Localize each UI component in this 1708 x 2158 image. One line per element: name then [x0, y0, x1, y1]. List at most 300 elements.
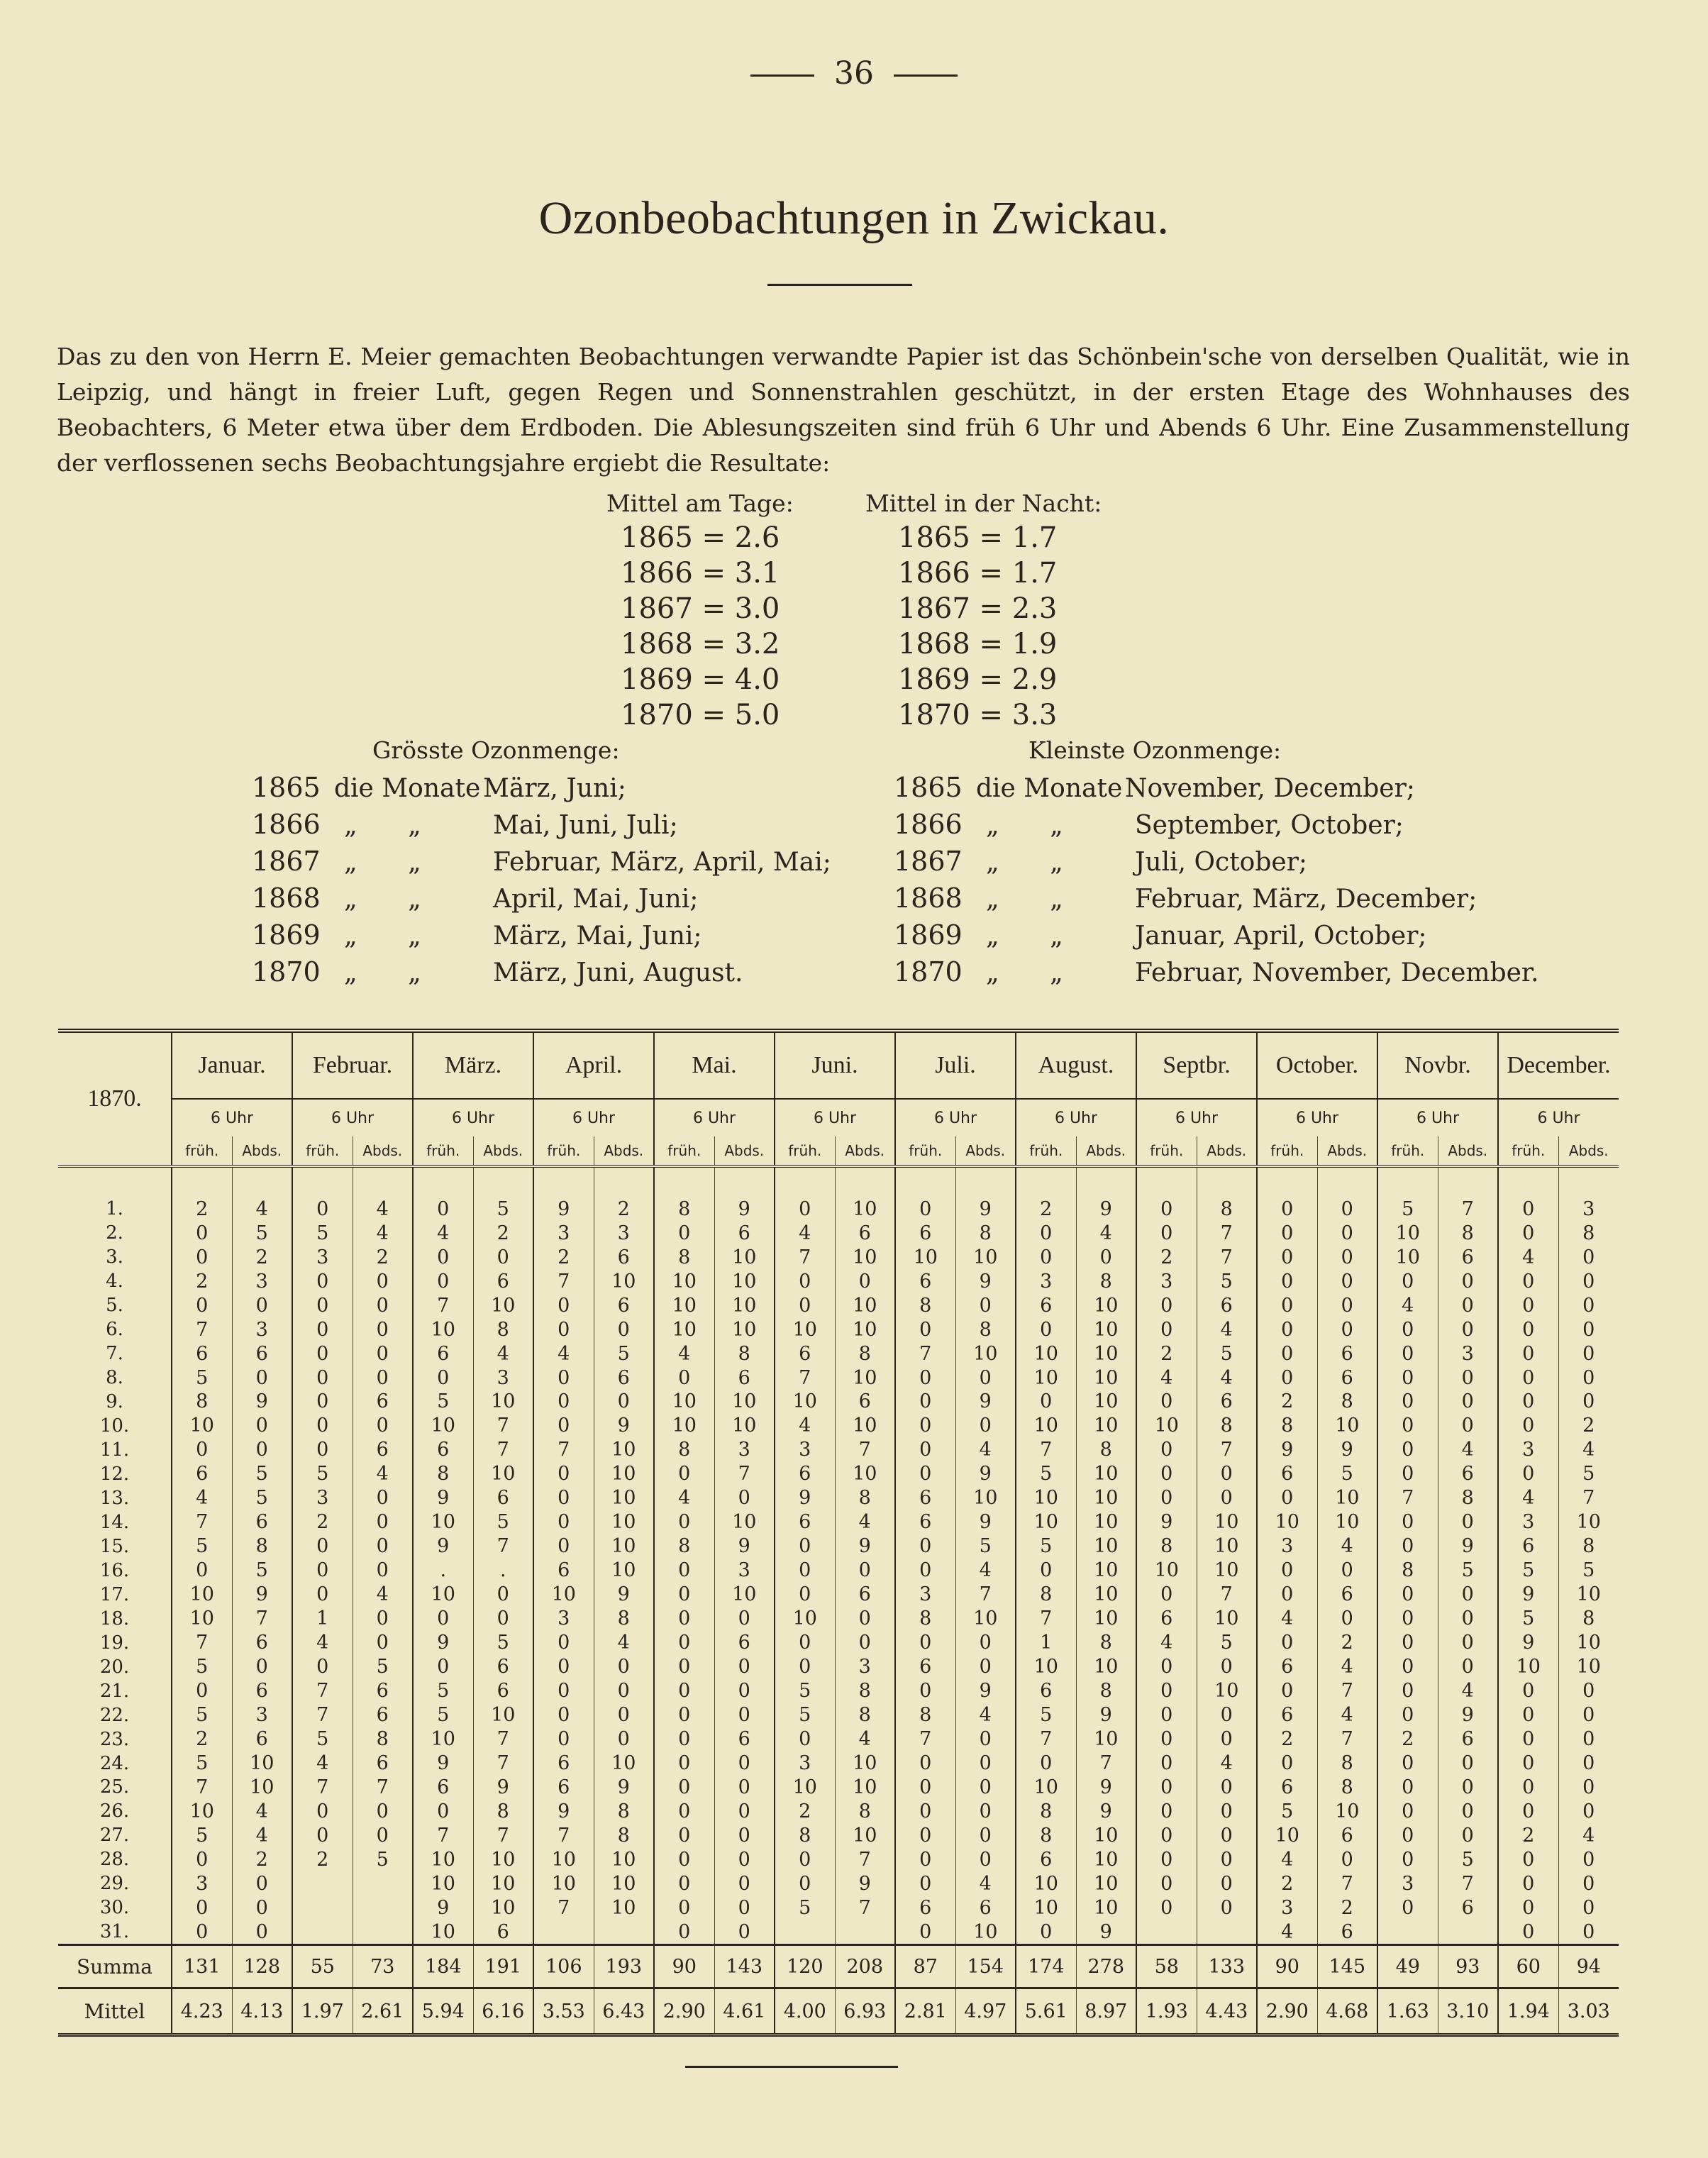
ozone-value: 6 — [714, 1366, 775, 1390]
ozone-value: 7 — [1016, 1607, 1076, 1631]
ozone-value: 0 — [1136, 1727, 1197, 1752]
spacer-cell — [292, 1166, 353, 1197]
ozone-value: 5 — [594, 1341, 654, 1366]
ozone-value: 0 — [654, 1221, 714, 1245]
ozone-value: 7 — [172, 1317, 232, 1341]
ozone-value: 0 — [835, 1559, 895, 1583]
ozone-value: 10 — [1076, 1583, 1136, 1607]
max-ozone-row — [252, 917, 831, 954]
ozone-value: 9 — [1498, 1583, 1558, 1607]
ozone-value: 0 — [533, 1631, 594, 1655]
ozone-value: 0 — [353, 1269, 413, 1293]
ozone-value: 3 — [775, 1438, 835, 1462]
ozone-value: 7 — [775, 1245, 835, 1269]
uhr-header: 6 Uhr — [533, 1099, 654, 1136]
ozone-value: 10 — [1317, 1799, 1377, 1823]
ozone-value: 4 — [955, 1871, 1016, 1896]
ozone-value: 3 — [835, 1655, 895, 1679]
ozone-value: 0 — [1136, 1703, 1197, 1727]
ozone-value: 3 — [1257, 1896, 1317, 1920]
ozone-value: 0 — [232, 1896, 292, 1920]
day-label: 11. — [99, 1439, 130, 1461]
ozone-value: 0 — [1016, 1920, 1076, 1945]
min-ozone-year: 1868 — [894, 882, 963, 914]
ozone-value: 0 — [1558, 1703, 1619, 1727]
day-label: 30. — [99, 1897, 130, 1919]
day-label: 21. — [99, 1680, 130, 1702]
ozone-value: 6 — [473, 1655, 533, 1679]
ozone-value: 2 — [172, 1197, 232, 1221]
ozone-value: 10 — [533, 1847, 594, 1871]
ozone-value: 9 — [1438, 1534, 1498, 1559]
ozone-value: 0 — [775, 1847, 835, 1871]
ozone-value: 10 — [1076, 1462, 1136, 1486]
ozone-value: 3 — [533, 1221, 594, 1245]
evening-header: Abds. — [955, 1136, 1016, 1166]
table-row — [58, 1390, 1619, 1414]
ozone-value: 0 — [1498, 1366, 1558, 1390]
ozone-value: 0 — [1498, 1341, 1558, 1366]
ozone-value: 7 — [413, 1823, 473, 1847]
min-ozone-row — [894, 807, 1539, 843]
ozone-value: 5 — [1197, 1631, 1257, 1655]
min-ozone-ditto-marks: „ „ — [986, 848, 1063, 877]
ozone-value: 0 — [1377, 1317, 1438, 1341]
spacer-cell — [533, 1166, 594, 1197]
table-year-label: 1870. — [58, 1033, 172, 1166]
ozone-value: 0 — [1558, 1293, 1619, 1317]
summa-value: 191 — [473, 1945, 533, 1988]
summa-value: 87 — [895, 1945, 955, 1988]
summa-value: 131 — [172, 1945, 232, 1988]
page-number-text: 36 — [834, 55, 874, 92]
ozone-value: 7 — [775, 1366, 835, 1390]
ozone-value: 0 — [955, 1414, 1016, 1438]
ozone-value: 0 — [1377, 1703, 1438, 1727]
ozone-value: 10 — [1016, 1510, 1076, 1534]
ozone-value: 10 — [172, 1607, 232, 1631]
ozone-value: 10 — [1076, 1486, 1136, 1510]
ozone-value: 0 — [1438, 1414, 1498, 1438]
ozone-value: 0 — [1317, 1221, 1377, 1245]
ozone-value: 6 — [413, 1438, 473, 1462]
ozone-value: 0 — [1438, 1655, 1498, 1679]
ozone-value: 6 — [895, 1510, 955, 1534]
ozone-value: 0 — [895, 1366, 955, 1390]
ozone-value: 10 — [594, 1438, 654, 1462]
ozone-value: 0 — [835, 1607, 895, 1631]
ozone-value: 5 — [172, 1703, 232, 1727]
ozone-value: 8 — [775, 1823, 835, 1847]
ozone-value: 10 — [1076, 1390, 1136, 1414]
ozone-value: 0 — [1498, 1775, 1558, 1799]
ozone-value: 0 — [1438, 1583, 1498, 1607]
month-header: August. — [1016, 1033, 1136, 1099]
ozone-value: 5 — [353, 1847, 413, 1871]
ozone-value: 0 — [1438, 1631, 1498, 1655]
ozone-value — [1438, 1920, 1498, 1945]
ozone-value: 0 — [714, 1920, 775, 1945]
ozone-value: 0 — [1558, 1341, 1619, 1366]
ozone-value: 0 — [1136, 1462, 1197, 1486]
min-ozone-ditto-marks: „ „ — [986, 922, 1063, 951]
ozone-value: 0 — [1257, 1752, 1317, 1776]
ozone-value: 4 — [232, 1823, 292, 1847]
max-ozone-year: 1867 — [252, 846, 321, 877]
ozone-value: 0 — [1438, 1607, 1498, 1631]
ozone-value: 5 — [1197, 1341, 1257, 1366]
ozone-value: 8 — [172, 1390, 232, 1414]
uhr-header: 6 Uhr — [895, 1099, 1016, 1136]
summa-value: 174 — [1016, 1945, 1076, 1988]
ozone-value: 9 — [955, 1269, 1016, 1293]
ozone-value: 7 — [413, 1293, 473, 1317]
min-ozone-ditto-marks: „ „ — [986, 811, 1063, 840]
min-ozone-row — [894, 917, 1539, 954]
day-label: 1. — [106, 1198, 123, 1220]
ozone-value: 9 — [1076, 1920, 1136, 1945]
ozone-value: 4 — [1197, 1366, 1257, 1390]
ozone-value: 0 — [413, 1799, 473, 1823]
ozone-value: 10 — [1076, 1896, 1136, 1920]
ozone-value: 0 — [353, 1317, 413, 1341]
max-ozone-heading: Grösste Ozonmenge: — [372, 736, 620, 764]
ozone-value: 6 — [1197, 1390, 1257, 1414]
ozone-value: 10 — [232, 1752, 292, 1776]
ozone-value: 8 — [473, 1317, 533, 1341]
ozone-value: 2 — [1558, 1414, 1619, 1438]
ozone-value: 8 — [835, 1486, 895, 1510]
ozone-value: 10 — [1016, 1486, 1076, 1510]
day-label: 28. — [99, 1849, 130, 1871]
day-mean-row: 1865 = 2.6 — [621, 521, 780, 554]
ozone-value: 7 — [1197, 1438, 1257, 1462]
ozone-value: 0 — [292, 1438, 353, 1462]
ozone-value: 0 — [1558, 1390, 1619, 1414]
evening-header: Abds. — [473, 1136, 533, 1166]
ozone-value: 0 — [1438, 1366, 1498, 1390]
page-number — [0, 55, 1708, 92]
ozone-value: 10 — [1197, 1607, 1257, 1631]
evening-header: Abds. — [1197, 1136, 1257, 1166]
spacer-cell — [1558, 1166, 1619, 1197]
ozone-value: 0 — [1498, 1414, 1558, 1438]
intro-paragraph: Das zu den von Herrn E. Meier gemachten Beobachtungen verwandte Papier ist das Schönbein'sche von derselben Qualität, wie in Leipzig, und hängt in freier Luft, gegen Regen und Sonnenstrahlen geschützt, in der ersten Etage des Wohnhauses des Beobachters, 6 Meter etwa über dem Erdboden. Die Ablesungszeiten sind früh 6 Uhr und Abends 6 Uhr. Eine Zusammenstellung der verflossenen sechs Beobachtungsjahre ergiebt die Resultate: — [57, 343, 1630, 477]
ozone-value: 0 — [654, 1631, 714, 1655]
ozone-value: 0 — [654, 1775, 714, 1799]
ozone-value: 0 — [1136, 1221, 1197, 1245]
day-label: 13. — [99, 1487, 130, 1509]
summa-value: 55 — [292, 1945, 353, 1988]
mittel-value: 5.94 — [413, 1988, 473, 2033]
ozone-value: 6 — [1438, 1727, 1498, 1752]
ozone-value: 10 — [172, 1414, 232, 1438]
ozone-value: 6 — [232, 1727, 292, 1752]
ozone-value: 0 — [353, 1631, 413, 1655]
ozone-value: 8 — [1317, 1390, 1377, 1414]
ozone-value: 0 — [1016, 1245, 1076, 1269]
spacer-cell — [594, 1166, 654, 1197]
ozone-value: 0 — [895, 1438, 955, 1462]
ozone-value: 0 — [1558, 1269, 1619, 1293]
ozone-value: 6 — [1317, 1341, 1377, 1366]
ozone-value: 5 — [172, 1752, 232, 1776]
ozone-value: 5 — [1377, 1197, 1438, 1221]
ozone-value: 4 — [775, 1221, 835, 1245]
day-means-heading: Mittel am Tage: — [606, 489, 794, 517]
ozone-value: 7 — [1558, 1486, 1619, 1510]
ozone-value: 10 — [1197, 1534, 1257, 1559]
ozone-value: 6 — [533, 1775, 594, 1799]
ozone-value: 6 — [775, 1341, 835, 1366]
uhr-header: 6 Uhr — [1498, 1099, 1619, 1136]
ozone-value: 6 — [533, 1752, 594, 1776]
ozone-value: 10 — [835, 1245, 895, 1269]
ozone-value: 4 — [654, 1486, 714, 1510]
ozone-value: 7 — [473, 1752, 533, 1776]
ozone-value: 0 — [353, 1823, 413, 1847]
month-header: März. — [413, 1033, 533, 1099]
mittel-value: 4.00 — [775, 1988, 835, 2033]
ozone-value: 0 — [172, 1438, 232, 1462]
min-ozone-year: 1870 — [894, 956, 963, 987]
night-mean-row: 1870 = 3.3 — [898, 699, 1058, 731]
ozone-value: 0 — [654, 1559, 714, 1583]
ozone-value: 10 — [955, 1341, 1016, 1366]
ozone-value: 0 — [1498, 1896, 1558, 1920]
ozone-value: 6 — [895, 1269, 955, 1293]
ozone-value: 10 — [1076, 1414, 1136, 1438]
ozone-value: 0 — [714, 1799, 775, 1823]
ozone-value: 6 — [473, 1920, 533, 1945]
ozone-value: 10 — [835, 1293, 895, 1317]
month-header: April. — [533, 1033, 654, 1099]
ozone-value: 10 — [594, 1534, 654, 1559]
ozone-value: 10 — [232, 1775, 292, 1799]
ozone-value: 0 — [1558, 1317, 1619, 1341]
ozone-value: 0 — [1377, 1823, 1438, 1847]
ozone-value: 10 — [1317, 1486, 1377, 1510]
ozone-value: 7 — [835, 1847, 895, 1871]
ozone-value: 7 — [835, 1438, 895, 1462]
ozone-value: 0 — [714, 1655, 775, 1679]
ozone-value: 8 — [1076, 1438, 1136, 1462]
spacer-cell — [714, 1166, 775, 1197]
ozone-value: 0 — [1197, 1703, 1257, 1727]
early-header: früh. — [1257, 1136, 1317, 1166]
ozone-value: 10 — [1016, 1871, 1076, 1896]
ozone-value: 10 — [1076, 1293, 1136, 1317]
ozone-value: 0 — [955, 1293, 1016, 1317]
ozone-value: 0 — [533, 1534, 594, 1559]
ozone-value: 4 — [1558, 1438, 1619, 1462]
ozone-value: 0 — [473, 1583, 533, 1607]
ozone-value: 3 — [714, 1559, 775, 1583]
day-label: 14. — [99, 1511, 130, 1533]
ozone-value: 4 — [1136, 1366, 1197, 1390]
day-mean-row: 1869 = 4.0 — [621, 663, 780, 696]
month-header-row — [58, 1033, 1619, 1099]
ozone-value: 0 — [714, 1847, 775, 1871]
ozone-value: 10 — [172, 1799, 232, 1823]
ozone-value: 10 — [594, 1559, 654, 1583]
ozone-value: 0 — [172, 1679, 232, 1703]
ozone-value: 5 — [1197, 1269, 1257, 1293]
ozone-value: 7 — [292, 1703, 353, 1727]
mittel-value: 4.23 — [172, 1988, 232, 2033]
ozone-value: 10 — [654, 1293, 714, 1317]
ozone-value: 4 — [955, 1438, 1016, 1462]
ozone-value: 10 — [835, 1752, 895, 1776]
ozone-value: 10 — [1016, 1341, 1076, 1366]
early-header: früh. — [292, 1136, 353, 1166]
ozone-value: 8 — [835, 1799, 895, 1823]
ozone-value: 4 — [654, 1341, 714, 1366]
ozone-value: 0 — [775, 1197, 835, 1221]
ozone-value: 0 — [533, 1414, 594, 1438]
ozone-value: 4 — [1197, 1317, 1257, 1341]
ozone-value: 7 — [533, 1896, 594, 1920]
ozone-value: 0 — [1136, 1679, 1197, 1703]
ozone-value: 0 — [1558, 1752, 1619, 1776]
ozone-value: 8 — [353, 1727, 413, 1752]
ozone-value: 0 — [1438, 1752, 1498, 1776]
uhr-header: 6 Uhr — [1016, 1099, 1136, 1136]
ozone-value: 6 — [353, 1390, 413, 1414]
ozone-value: 0 — [413, 1197, 473, 1221]
spacer-cell — [654, 1166, 714, 1197]
ozone-value: 0 — [895, 1631, 955, 1655]
ozone-value: 0 — [292, 1293, 353, 1317]
ozone-value — [533, 1920, 594, 1945]
ozone-value: 2 — [473, 1221, 533, 1245]
ozone-value: 0 — [1016, 1390, 1076, 1414]
ozone-value: 4 — [1377, 1293, 1438, 1317]
ozone-value: 0 — [714, 1896, 775, 1920]
ozone-value: 4 — [533, 1341, 594, 1366]
ozone-value: 5 — [413, 1703, 473, 1727]
ozone-value: 0 — [835, 1269, 895, 1293]
early-header: früh. — [413, 1136, 473, 1166]
night-mean-row: 1865 = 1.7 — [898, 521, 1058, 554]
ozone-value: 7 — [895, 1727, 955, 1752]
ozone-value: 0 — [654, 1847, 714, 1871]
ozone-value: 0 — [353, 1366, 413, 1390]
summa-value: 106 — [533, 1945, 594, 1988]
ozone-value: 4 — [1317, 1534, 1377, 1559]
ozone-value: 6 — [473, 1486, 533, 1510]
ozone-value: 5 — [1438, 1559, 1498, 1583]
ozone-value: 4 — [1317, 1703, 1377, 1727]
day-label: 24. — [99, 1752, 130, 1774]
ozone-value: 0 — [232, 1414, 292, 1438]
max-ozone-row — [252, 880, 831, 917]
max-ozone-ditto-marks: „ „ — [344, 958, 421, 987]
ozone-value: 9 — [533, 1799, 594, 1823]
ozone-value: 0 — [775, 1631, 835, 1655]
ozone-value: 0 — [714, 1823, 775, 1847]
ozone-value: 7 — [172, 1631, 232, 1655]
ozone-value: 7 — [1317, 1727, 1377, 1752]
ozone-value: 0 — [775, 1655, 835, 1679]
ozone-value: 0 — [172, 1221, 232, 1245]
ozone-value: 0 — [533, 1655, 594, 1679]
max-ozone-year: 1869 — [252, 919, 321, 951]
ozone-value: 6 — [232, 1341, 292, 1366]
ozone-value: 3 — [1377, 1871, 1438, 1896]
ozone-value: 6 — [1317, 1920, 1377, 1945]
ozone-value: 10 — [714, 1390, 775, 1414]
summa-value: 90 — [1257, 1945, 1317, 1988]
month-header: October. — [1257, 1033, 1377, 1099]
ozone-value: 9 — [955, 1197, 1016, 1221]
ozone-value: 10 — [1257, 1510, 1317, 1534]
mittel-value: 8.97 — [1076, 1988, 1136, 2033]
ozone-value: 2 — [232, 1847, 292, 1871]
early-header: früh. — [533, 1136, 594, 1166]
ozone-value: 3 — [1257, 1534, 1317, 1559]
ozone-value: 10 — [835, 1317, 895, 1341]
ozone-value: 0 — [775, 1293, 835, 1317]
ozone-value: 10 — [413, 1920, 473, 1945]
ozone-value: 10 — [1257, 1823, 1317, 1847]
ozone-value: 4 — [1438, 1679, 1498, 1703]
ozone-value: 10 — [955, 1607, 1016, 1631]
ozone-value: 0 — [1558, 1245, 1619, 1269]
ozone-value: 10 — [1498, 1655, 1558, 1679]
ozone-value: 0 — [1377, 1341, 1438, 1366]
ozone-value: 6 — [232, 1510, 292, 1534]
ozone-value: 0 — [353, 1559, 413, 1583]
ozone-value: 4 — [292, 1752, 353, 1776]
early-header: früh. — [895, 1136, 955, 1166]
table-row — [58, 1631, 1619, 1655]
ozone-value: 2 — [1136, 1245, 1197, 1269]
ozone-value: 0 — [1136, 1583, 1197, 1607]
ozone-value: 10 — [835, 1823, 895, 1847]
ozone-value: 8 — [1076, 1269, 1136, 1293]
table-row — [58, 1920, 1619, 1945]
day-label: 27. — [99, 1825, 130, 1847]
ozone-value: 8 — [1257, 1414, 1317, 1438]
ozone-value: 0 — [1438, 1269, 1498, 1293]
ozone-value: 0 — [413, 1366, 473, 1390]
min-ozone-row — [894, 880, 1539, 917]
ozone-value: 9 — [232, 1390, 292, 1414]
table-row — [58, 1607, 1619, 1631]
table-row — [58, 1752, 1619, 1776]
ozone-value: 5 — [1317, 1462, 1377, 1486]
evening-header: Abds. — [714, 1136, 775, 1166]
ozone-value: 4 — [172, 1486, 232, 1510]
ozone-value: 4 — [1076, 1221, 1136, 1245]
ozone-value: 4 — [353, 1583, 413, 1607]
max-ozone-row — [252, 770, 831, 807]
max-ozone-ditto-marks: „ „ — [344, 885, 421, 914]
ozone-value: 10 — [1016, 1366, 1076, 1390]
ozone-value: 8 — [1076, 1631, 1136, 1655]
ozone-value: 0 — [1197, 1871, 1257, 1896]
ozone-value: 7 — [1016, 1438, 1076, 1462]
ozone-value: 9 — [533, 1197, 594, 1221]
min-ozone-months: November, December; — [1125, 774, 1415, 803]
ozone-value: 5 — [172, 1655, 232, 1679]
ozone-value: 0 — [172, 1847, 232, 1871]
summa-value: 278 — [1076, 1945, 1136, 1988]
ozone-value: 0 — [232, 1871, 292, 1896]
max-ozone-ditto-marks: „ „ — [344, 848, 421, 877]
day-means-list — [606, 520, 794, 733]
